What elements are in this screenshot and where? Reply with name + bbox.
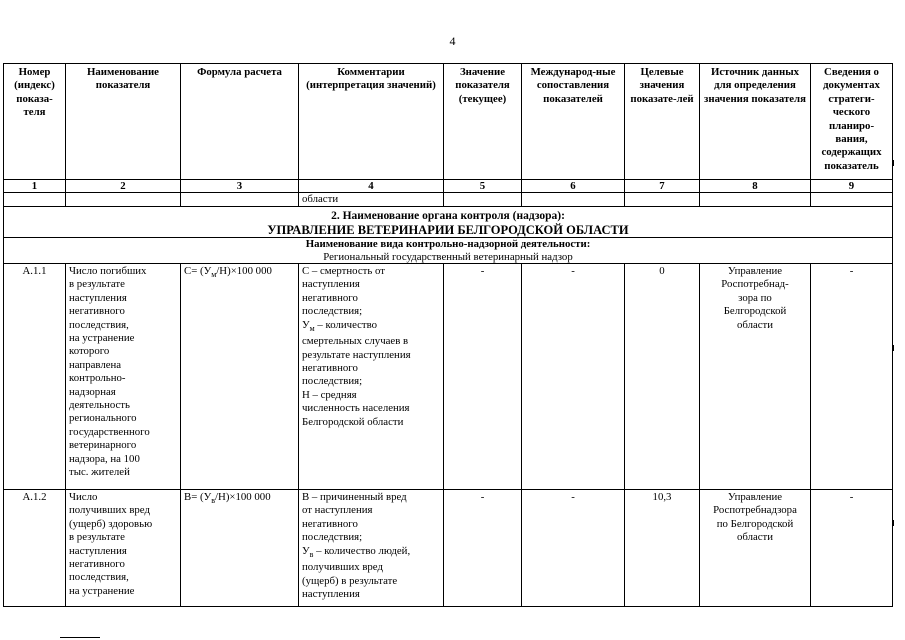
indicator-formula: $В= (У_в/Н)\times 100$ 000 [181,490,299,607]
column-number: 4 [299,180,444,193]
indicator-target: 10,3 [625,490,700,607]
column-header: Международ-ные сопоставления показателей [522,64,625,180]
continuation-text: области [299,193,444,207]
indicator-documents: - [811,490,893,607]
indicators-table [3,63,893,607]
indicator-name: Число погибших в результате наступления негативного последствия, на устранение которого направлена контрольно- надзорная деятельность регионального государственного ветеринарного надзора, на 100 тыс. жителей [66,264,181,490]
indicator-index: А.1.2 [4,490,66,607]
indicator-international: - [522,490,625,607]
column-number: 2 [66,180,181,193]
indicator-current-value: - [444,490,522,607]
scan-mark [893,160,894,166]
column-number: 6 [522,180,625,193]
indicator-name: Число получивших вред (ущерб) здоровью в результате наступления негативного последствия, на устранение [66,490,181,607]
table-row [4,490,893,607]
indicator-index: А.1.1 [4,264,66,490]
indicator-source: Управление Роспотребнад- зора по Белгородской области [700,264,811,490]
indicator-target: 0 [625,264,700,490]
indicator-formula: $С= (У_м/Н)\times 100$ 000 [181,264,299,490]
kind-row [4,238,893,264]
column-header: Наименование показателя [66,64,181,180]
scan-mark [893,345,894,351]
page-number: 4 [449,34,456,48]
section-row [4,207,893,238]
indicator-comment: В – причиненный вред от наступления негативного последствия; $У_в$ – количество людей, получивших вред (ущерб) в результате наступления [299,490,444,607]
column-header: Сведения о документах стратеги-ческого планиро-вания, содержащих показатель [811,64,893,180]
column-number-row [4,180,893,193]
scan-mark [60,637,100,638]
scan-mark [893,520,894,526]
column-number: 7 [625,180,700,193]
column-header: Комментарии (интерпретация значений) [299,64,444,180]
column-number: 1 [4,180,66,193]
column-header: Значение показателя (текущее) [444,64,522,180]
indicator-source: Управление Роспотребнадзора по Белгородской области [700,490,811,607]
column-number: 8 [700,180,811,193]
activity-kind-label: Наименование вида контрольно-надзорной деятельности: [305,238,591,250]
column-header: Источник данных для определения значения показателя [700,64,811,180]
table-header-row [4,64,893,180]
indicator-comment: С – смертность от наступления негативного последствия; $У_м$ – количество смертельных случаев в результате наступления негативного последствия; Н – средняя численность населения Белгородской области [299,264,444,490]
column-number: 5 [444,180,522,193]
column-number: 9 [811,180,893,193]
authority-name: УПРАВЛЕНИЕ ВЕТЕРИНАРИИ БЕЛГОРОДСКОЙ ОБЛАСТИ [267,223,629,237]
table-row [4,264,893,490]
continuation-row [4,193,893,207]
activity-kind-value: Региональный государственный ветеринарный надзор [323,251,573,263]
indicator-current-value: - [444,264,522,490]
section-title: 2. Наименование органа контроля (надзора): [331,210,565,222]
indicator-documents: - [811,264,893,490]
column-number: 3 [181,180,299,193]
column-header: Целевые значения показате-лей [625,64,700,180]
column-header: Номер (индекс) показа-теля [4,64,66,180]
column-header: Формула расчета [181,64,299,180]
indicator-international: - [522,264,625,490]
